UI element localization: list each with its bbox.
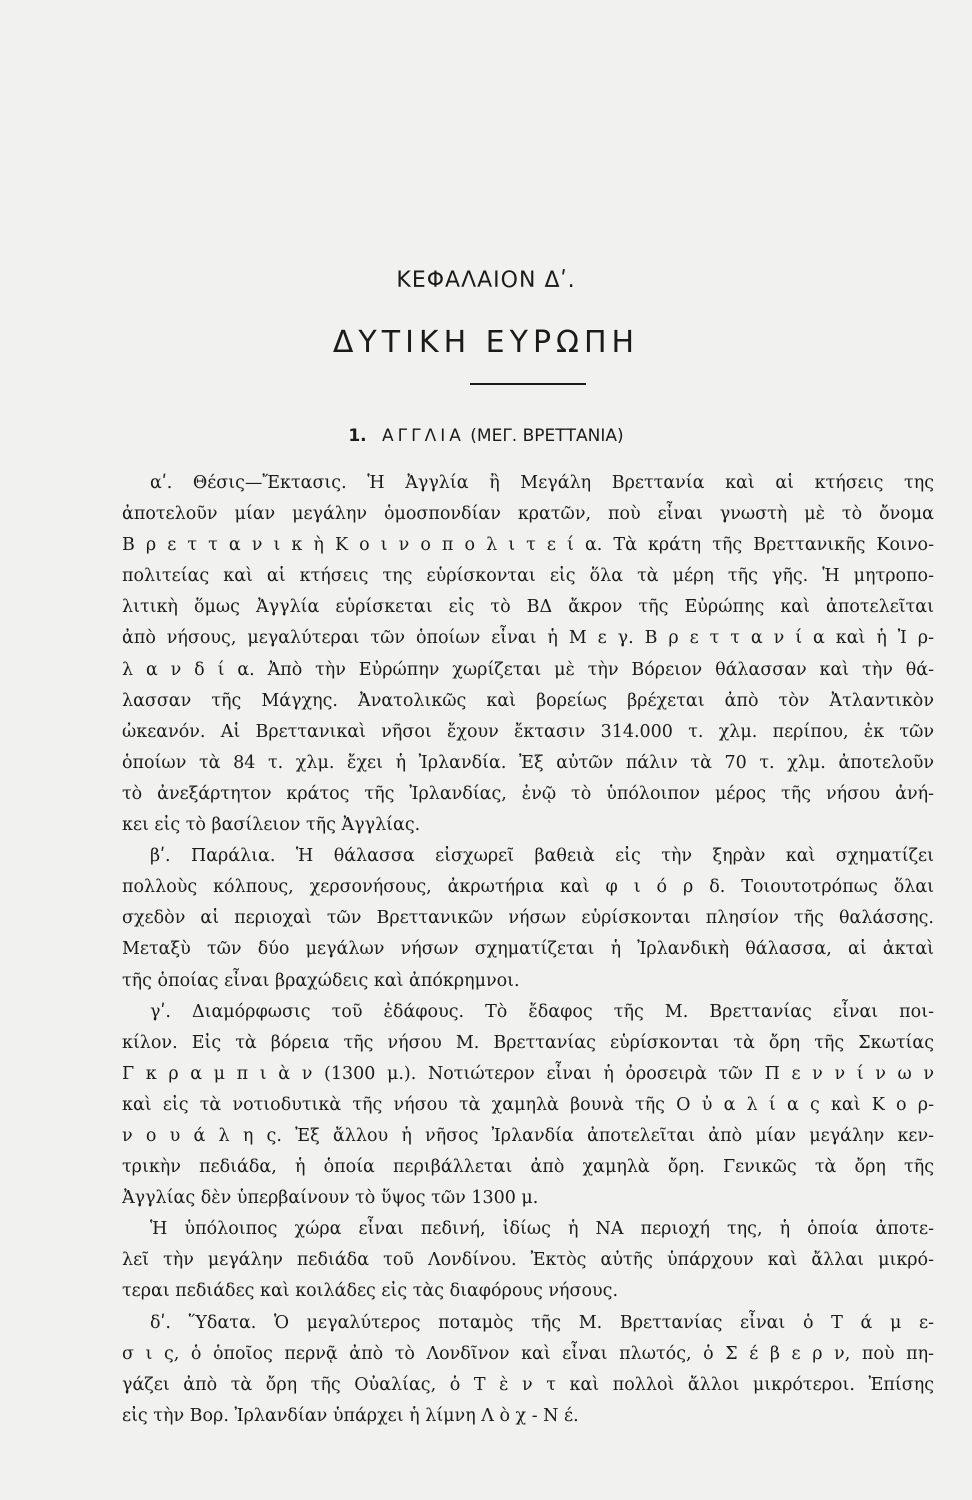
text-line: τεραι πεδιάδες καὶ κοιλάδες εἰς τὰς διαφόρους νήσους. bbox=[122, 1281, 619, 1302]
title-divider bbox=[470, 383, 586, 385]
text-line: λ α ν δ ί α. Ἀπὸ τὴν Εὐρώπην χωρίζεται μὲ τὴν Βόρειον θάλασσαν καὶ τὴν θά- bbox=[122, 659, 934, 680]
text-line: Μεταξὺ τῶν δύο μεγάλων νήσων σχηματίζεται ἡ Ἰρλανδικὴ θάλασσα, αἱ ἀκταὶ bbox=[122, 939, 934, 960]
section-subtitle: (ΜΕΓ. ΒΡΕΤΤΑΝΙΑ) bbox=[470, 426, 624, 446]
text-line: πολιτείας καὶ αἱ κτήσεις της εὑρίσκονται εἰς ὅλα τὰ μέρη τῆς γῆς. Ἡ μητροπο- bbox=[122, 566, 934, 587]
text-line: Γ κ ρ α μ π ι ὰ ν (1300 μ.). Νοτιώτερον εἶναι ἡ ὀροσειρὰ τῶν Π ε ν ν ί ν ω ν bbox=[122, 1063, 934, 1084]
text-line: αʹ. Θέσις—Ἔκτασις. Ἡ Ἀγγλία ἢ Μεγάλη Βρεττανία καὶ αἱ κτήσεις της bbox=[150, 473, 934, 493]
text-line: ὁποίων τὰ 84 τ. χλμ. ἔχει ἡ Ἰρλανδία. Ἐξ αὐτῶν πάλιν τὰ 70 τ. χλμ. ἀποτελοῦν bbox=[122, 752, 934, 773]
text-line: εἰς τὴν Βορ. Ἰρλανδίαν ὑπάρχει ἡ λίμνη Λ ὸ χ - Ν έ. bbox=[122, 1405, 579, 1426]
text-line: Ἡ ὑπόλοιπος χώρα εἶναι πεδινή, ἰδίως ἡ ΝΑ περιοχή της, ἡ ὁποία ἀποτε- bbox=[150, 1219, 934, 1240]
text-line: ὠκεανόν. Αἱ Βρεττανικαὶ νῆσοι ἔχουν ἔκτασιν 314.000 τ. χλμ. περίπου, ἐκ τῶν bbox=[122, 721, 934, 742]
text-line: ἀπὸ νήσους, μεγαλύτεραι τῶν ὁποίων εἶναι ἡ Μ ε γ. Β ρ ε τ τ α ν ί α καὶ ἡ Ἰ ρ- bbox=[122, 628, 934, 649]
text-line: καὶ εἰς τὰ νοτιοδυτικὰ τῆς νήσου τὰ χαμηλὰ βουνὰ τῆς Ο ὐ α λ ί α ς καὶ Κ ο ρ- bbox=[122, 1094, 934, 1115]
text-line: τῆς ὁποίας εἶναι βραχώδεις καὶ ἀπόκρημνοι. bbox=[122, 970, 520, 991]
page-title: ΔΥΤΙΚΗ ΕΥΡΩΠΗ bbox=[332, 325, 640, 360]
text-line: λιτικὴ ὅμως Ἀγγλία εὑρίσκεται εἰς τὸ ΒΔ ἄκρον τῆς Εὐρώπης καὶ ἀποτελεῖται bbox=[122, 597, 934, 618]
text-line: βʹ. Παράλια. Ἡ θάλασσα εἰσχωρεῖ βαθειὰ εἰς τὴν ξηρὰν καὶ σχηματίζει bbox=[150, 846, 934, 867]
section-heading bbox=[0, 426, 972, 446]
text-line: ἀποτελοῦν μίαν μεγάλην ὁμοσπονδίαν κρατῶν, ποὺ εἶναι γνωστὴ μὲ τὸ ὄνομα bbox=[122, 504, 934, 525]
text-line: Ἀγγλίας δὲν ὑπερβαίνουν τὸ ὕψος τῶν 1300 μ. bbox=[122, 1188, 539, 1209]
text-line: λασσαν τῆς Μάγχης. Ἀνατολικῶς καὶ βορείως βρέχεται ἀπὸ τὸν Ἀτλαντικὸν bbox=[122, 690, 934, 711]
body-text bbox=[122, 468, 934, 1432]
text-line: Β ρ ε τ τ α ν ι κ ὴ Κ ο ι ν ο π ο λ ι τ ε ί α. Τὰ κράτη τῆς Βρεττανικῆς Κοινο- bbox=[122, 535, 934, 556]
text-line: τρικὴν πεδιάδα, ἡ ὁποία περιβάλλεται ἀπὸ χαμηλὰ ὄρη. Γενικῶς τὰ ὄρη τῆς bbox=[122, 1157, 934, 1178]
text-line: κει εἰς τὸ βασίλειον τῆς Ἀγγλίας. bbox=[122, 815, 421, 836]
text-line: λεῖ τὴν μεγάλην πεδιάδα τοῦ Λονδίνου. Ἐκτὸς αὐτῆς ὑπάρχουν καὶ ἄλλαι μικρό- bbox=[122, 1250, 934, 1271]
text-line: σ ι ς, ὁ ὁποῖος περνᾷ ἀπὸ τὸ Λονδῖνον καὶ εἶναι πλωτός, ὁ Σ έ β ε ρ ν, ποὺ πη- bbox=[122, 1343, 934, 1364]
text-line: σχεδὸν αἱ περιοχαὶ τῶν Βρεττανικῶν νήσων εὑρίσκονται πλησίον τῆς θαλάσσης. bbox=[122, 908, 934, 929]
text-line: γʹ. Διαμόρφωσις τοῦ ἐδάφους. Τὸ ἔδαφος τῆς Μ. Βρεττανίας εἶναι ποι- bbox=[150, 1001, 934, 1022]
section-number: 1. bbox=[348, 426, 367, 446]
text-line: πολλοὺς κόλπους, χερσονήσους, ἀκρωτήρια καὶ φ ι ό ρ δ. Τοιουτοτρόπως ὅλαι bbox=[122, 877, 934, 898]
text-line: κίλον. Εἰς τὰ βόρεια τῆς νήσου Μ. Βρεττανίας εὑρίσκονται τὰ ὄρη τῆς Σκωτίας bbox=[122, 1032, 934, 1053]
text-line: δʹ. Ὕδατα. Ὁ μεγαλύτερος ποταμὸς τῆς Μ. Βρεττανίας εἶναι ὁ Τ ά μ ε- bbox=[150, 1312, 934, 1333]
chapter-heading: ΚΕΦΑΛΑΙΟΝ Δʹ. bbox=[396, 268, 576, 293]
text-line: τὸ ἀνεξάρτητον κράτος τῆς Ἰρλανδίας, ἐνῷ τὸ ὑπόλοιπον μέρος τῆς νήσου ἀνή- bbox=[122, 783, 934, 804]
section-title: ΑΓΓΛΙΑ bbox=[382, 426, 465, 446]
text-line: γάζει ἀπὸ τὰ ὄρη τῆς Οὐαλίας, ὁ Τ ὲ ν τ καὶ πολλοὶ ἄλλοι μικρότεροι. Ἐπίσης bbox=[122, 1374, 934, 1395]
text-line: ν ο υ ά λ η ς. Ἐξ ἄλλου ἡ νῆσος Ἰρλανδία ἀποτελεῖται ἀπὸ μίαν μεγάλην κεν- bbox=[122, 1125, 934, 1146]
